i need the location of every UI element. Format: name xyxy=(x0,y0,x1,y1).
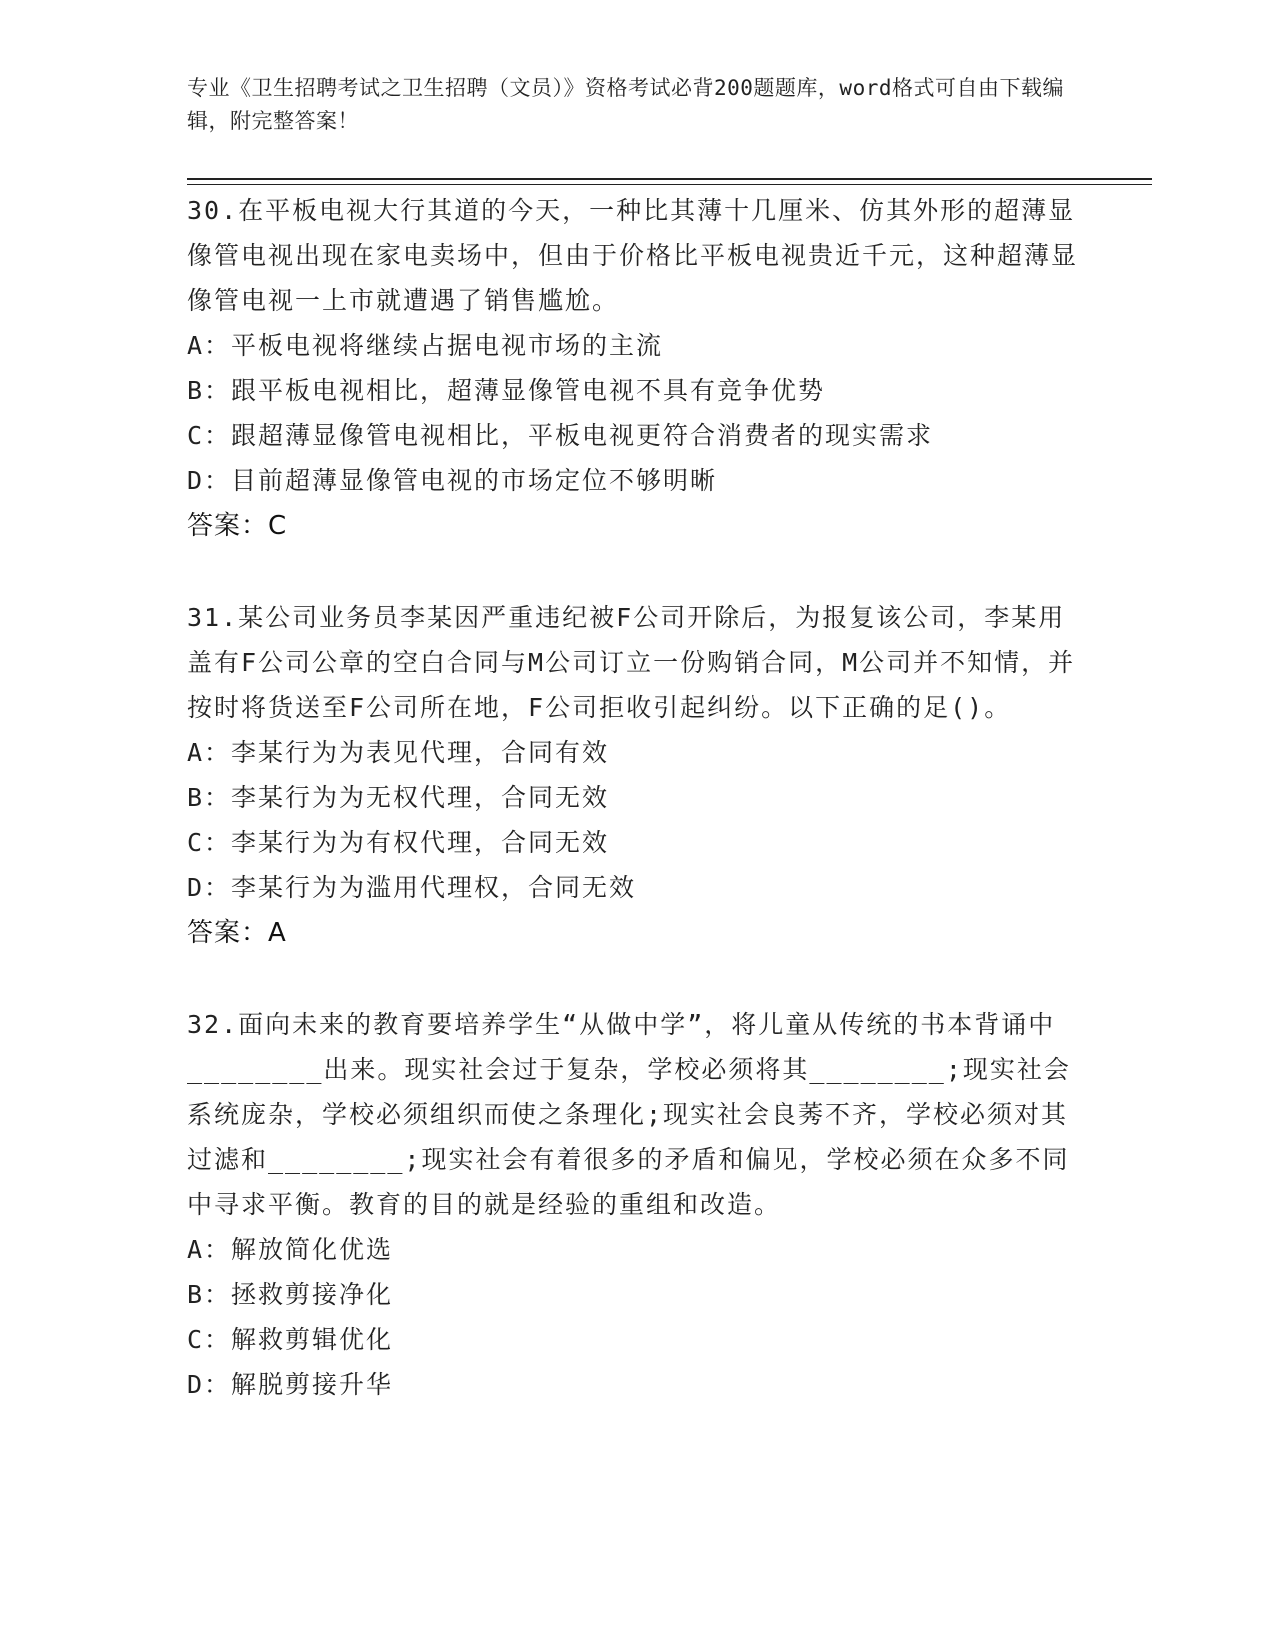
option-d: D：解脱剪接升华 xyxy=(187,1370,394,1399)
answer-line: 答案：A xyxy=(187,918,287,948)
option-c: C：跟超薄显像管电视相比，平板电视更符合消费者的现实需求 xyxy=(187,421,934,450)
option-c: C：李某行为为有权代理，合同无效 xyxy=(187,828,610,857)
option-d: D：李某行为为滥用代理权，合同无效 xyxy=(187,873,637,902)
document-header xyxy=(187,72,1067,138)
question-32 xyxy=(187,1002,1082,1407)
question-stem: 30.在平板电视大行其道的今天，一种比其薄十几厘米、仿其外形的超薄显像管电视出现在家电卖场中，但由于价格比平板电视贵近千元，这种超薄显像管电视一上市就遭遇了销售尴尬。 xyxy=(187,196,1079,315)
header-divider-thick xyxy=(187,178,1152,180)
option-b: B：跟平板电视相比，超薄显像管电视不具有竞争优势 xyxy=(187,376,826,405)
question-31 xyxy=(187,595,1082,956)
answer-line: 答案：C xyxy=(187,511,288,541)
question-30 xyxy=(187,188,1082,549)
option-a: A：李某行为为表见代理，合同有效 xyxy=(187,738,610,767)
question-stem: 31.某公司业务员李某因严重违纪被F公司开除后，为报复该公司，李某用盖有F公司公章的空白合同与M公司订立一份购销合同，M公司并不知情，并按时将货送至F公司所在地，F公司拒收引起纠纷。以下正确的足()。 xyxy=(187,603,1076,722)
option-c: C：解救剪辑优化 xyxy=(187,1325,394,1354)
option-a: A：平板电视将继续占据电视市场的主流 xyxy=(187,331,664,360)
option-b: B：拯救剪接净化 xyxy=(187,1280,394,1309)
header-divider-thin xyxy=(187,184,1152,185)
question-stem: 32.面向未来的教育要培养学生“从做中学”，将儿童从传统的书本背诵中________出来。现实社会过于复杂，学校必须将其________;现实社会系统庞杂，学校必须组织而使之条理化;现实社会良莠不齐，学校必须对其过滤和________;现实社会有着很多的矛盾和偏见，学校必须在众多不同中寻求平衡。教育的目的就是经验的重组和改造。 xyxy=(187,1010,1071,1219)
option-d: D：目前超薄显像管电视的市场定位不够明晰 xyxy=(187,466,718,495)
question-list xyxy=(187,188,1082,1453)
option-b: B：李某行为为无权代理，合同无效 xyxy=(187,783,610,812)
header-intro: 专业《卫生招聘考试之卫生招聘（文员）》资格考试必背200题题库，word格式可自由下载编辑，附完整答案！ xyxy=(187,76,1064,133)
option-a: A：解放简化优选 xyxy=(187,1235,394,1264)
